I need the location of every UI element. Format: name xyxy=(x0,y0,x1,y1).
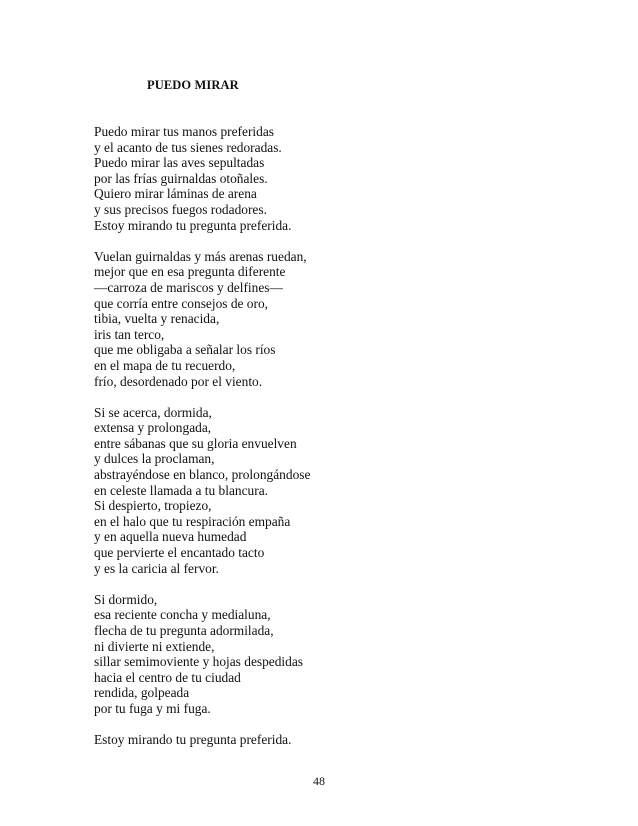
poem-title: PUEDO MIRAR xyxy=(147,78,239,92)
poem-line: que pervierte el encantado tacto xyxy=(94,545,265,561)
poem-line: iris tan terco, xyxy=(94,326,165,342)
stanza xyxy=(94,124,574,233)
poem-line: y el acanto de tus sienes redoradas. xyxy=(94,139,282,155)
poem-line: esa reciente concha y medialuna, xyxy=(94,607,271,623)
poem-line: tibia, vuelta y renacida, xyxy=(94,311,220,327)
poem-line: y es la caricia al fervor. xyxy=(94,560,219,576)
poem-line: hacia el centro de tu ciudad xyxy=(94,669,241,685)
stanza xyxy=(94,592,574,717)
stanza xyxy=(94,732,574,748)
poem-line: y sus precisos fuegos rodadores. xyxy=(94,201,267,217)
poem-line: extensa y prolongada, xyxy=(94,420,212,436)
poem-line: en celeste llamada a tu blancura. xyxy=(94,482,268,498)
poem-line: entre sábanas que su gloria envuelven xyxy=(94,435,297,451)
poem-line: por las frías guirnaldas otoñales. xyxy=(94,170,268,186)
poem-line: Si se acerca, dormida, xyxy=(94,404,212,420)
poem-line: Estoy mirando tu pregunta preferida. xyxy=(94,732,292,748)
poem-line: ni divierte ni extiende, xyxy=(94,638,215,654)
poem-line: que corría entre consejos de oro, xyxy=(94,295,269,311)
poem-line: rendida, golpeada xyxy=(94,685,190,701)
poem-line: flecha de tu pregunta adormilada, xyxy=(94,623,274,638)
stanza xyxy=(94,405,574,577)
poem-line: por tu fuga y mi fuga. xyxy=(94,700,211,716)
poem-line: mejor que en esa pregunta diferente xyxy=(94,264,286,280)
poem-line: abstrayéndose en blanco, prolongándose xyxy=(94,467,311,483)
poem-line: en el halo que tu respiración empaña xyxy=(94,513,291,529)
poem-line: Quiero mirar láminas de arena xyxy=(94,186,257,202)
poem-line: Si dormido, xyxy=(94,591,158,607)
poem-line: —carroza de mariscos y delfines— xyxy=(94,279,283,295)
stanza xyxy=(94,249,574,389)
poem-body xyxy=(94,124,574,763)
poem-line: Puedo mirar tus manos preferidas xyxy=(94,124,274,139)
poem-line: sillar semimoviente y hojas despedidas xyxy=(94,654,303,670)
poem-line: frío, desordenado por el viento. xyxy=(94,373,263,389)
poem-line: y dulces la proclaman, xyxy=(94,451,215,467)
poem-line: Estoy mirando tu pregunta preferida. xyxy=(94,217,292,233)
poem-line: que me obligaba a señalar los ríos xyxy=(94,342,276,358)
poem-line: Puedo mirar las aves sepultadas xyxy=(94,155,265,171)
poem-line: Vuelan guirnaldas y más arenas ruedan, xyxy=(94,248,307,264)
poem-line: Si despierto, tropiezo, xyxy=(94,498,212,514)
page-number: 48 xyxy=(313,774,325,788)
poem-line: en el mapa de tu recuerdo, xyxy=(94,357,236,373)
poem-line: y en aquella nueva humedad xyxy=(94,529,247,545)
